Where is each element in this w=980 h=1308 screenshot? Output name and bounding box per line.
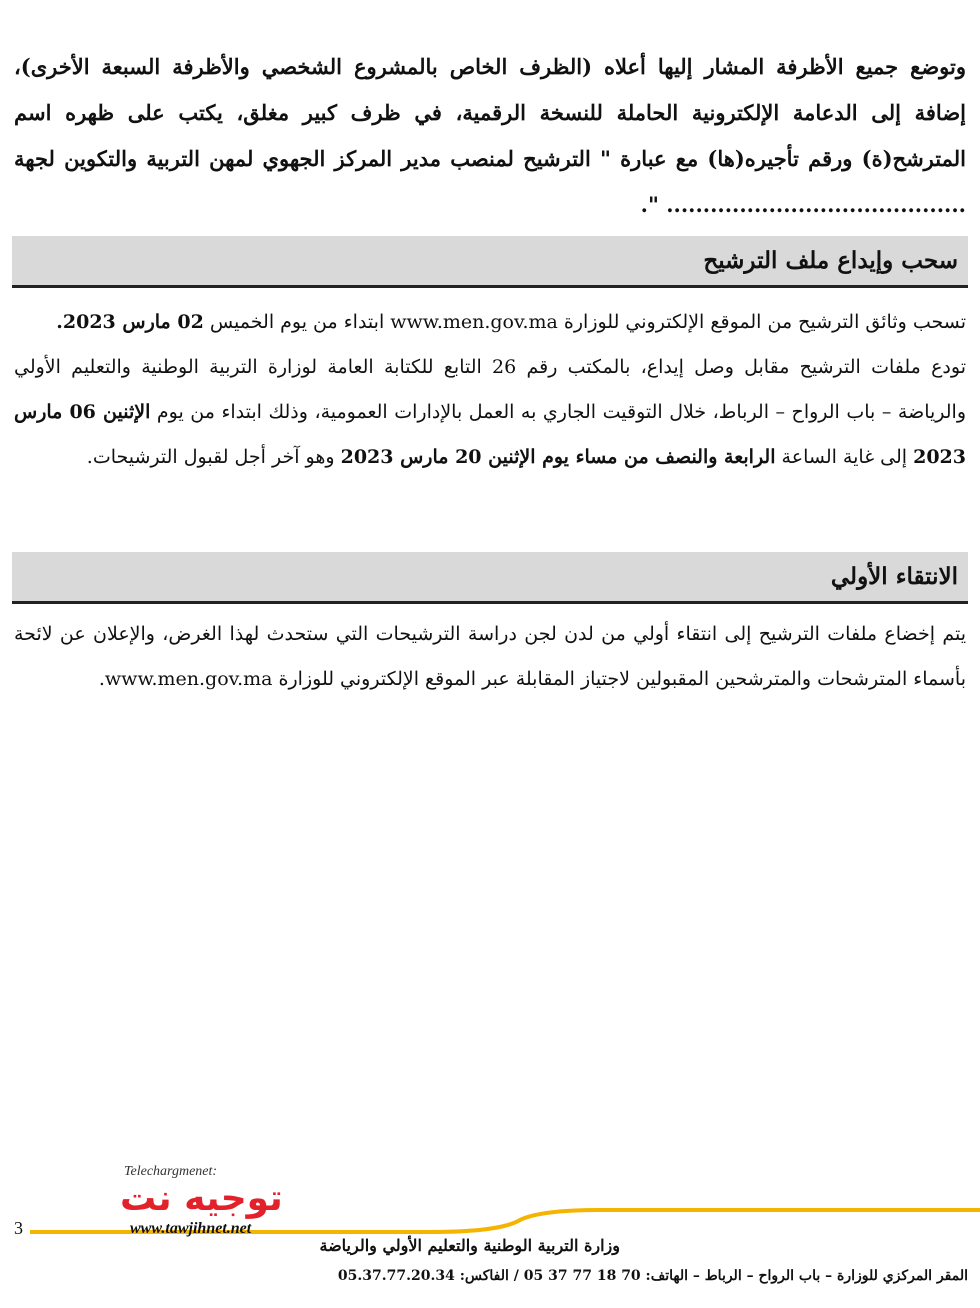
start-date: 02 مارس 2023. bbox=[56, 311, 204, 333]
deposit-deadline: الرابعة والنصف من مساء يوم الإثنين 20 مارس 2023 bbox=[340, 446, 776, 468]
ministry-address: المقر المركزي للوزارة – باب الرواح – الرباط – الهاتف: 70 18 77 37 05 / الفاكس: 05.37.77.20.34 bbox=[337, 1268, 968, 1284]
intro-paragraph: وتوضع جميع الأظرفة المشار إليها أعلاه (الظرف الخاص بالمشروع الشخصي والأظرفة السبعة الأخرى)، إضافة إلى الدعامة الإلكترونية الحاملة للنسخة الرقمية، في ظرف كبير مغلق، يكتب على ظهره اسم المترشح(ة) ورقم تأجيره(ها) مع عبارة " الترشيح لمنصب مدير المركز الجهوي لمهن التربية والتكوين لجهة ......................................... ". bbox=[14, 54, 966, 217]
watermark-caption: Telechargmenet: bbox=[124, 1164, 218, 1179]
download-info: تسحب وثائق الترشيح من الموقع الإلكتروني للوزارة www.men.gov.ma ابتداء من يوم الخميس 02 مارس 2023. bbox=[56, 311, 966, 333]
ministry-url[interactable]: www.men.gov.ma bbox=[104, 668, 273, 690]
section-title: سحب وإيداع ملف الترشيح bbox=[703, 247, 958, 274]
deposit-info: تودع ملفات الترشيح مقابل وصل إيداع، بالمكتب رقم 26 التابع للكتابة العامة لوزارة التربية الوطنية والتعليم الأولي والرياضة – باب الرواح – الرباط، خلال التوقيت الجاري به العمل بالإدارات العمومية، وذلك ابتداء من يوم الإثنين 06 مارس 2023 إلى غاية الساعة الرابعة والنصف من مساء يوم الإثنين 20 مارس 2023 وهو آخر أجل لقبول الترشيحات. bbox=[14, 356, 967, 468]
section-heading-submission bbox=[12, 236, 968, 288]
section-title: الانتقاء الأولي bbox=[830, 563, 958, 590]
section-heading-preselection bbox=[12, 552, 968, 604]
deposit-start-date: الإثنين 06 مارس 2023 bbox=[14, 401, 966, 468]
ministry-name: وزارة التربية الوطنية والتعليم الأولي والرياضة bbox=[319, 1236, 620, 1255]
ministry-url[interactable]: www.men.gov.ma bbox=[390, 311, 558, 333]
submission-paragraph bbox=[14, 300, 966, 480]
watermark-url[interactable]: www.tawjihnet.net bbox=[130, 1220, 252, 1237]
page-number: 3 bbox=[14, 1218, 23, 1238]
watermark-logo: توجيه نت bbox=[120, 1178, 283, 1219]
preselection-paragraph: يتم إخضاع ملفات الترشيح إلى انتقاء أولي من لدن لجن دراسة الترشيحات التي ستحدث لهذا الغرض، والإعلان عن لائحة بأسماء المترشحات والمترشحين المقبولين لاجتياز المقابلة عبر الموقع الإلكتروني للوزارة www.men.gov.ma. bbox=[14, 623, 966, 690]
